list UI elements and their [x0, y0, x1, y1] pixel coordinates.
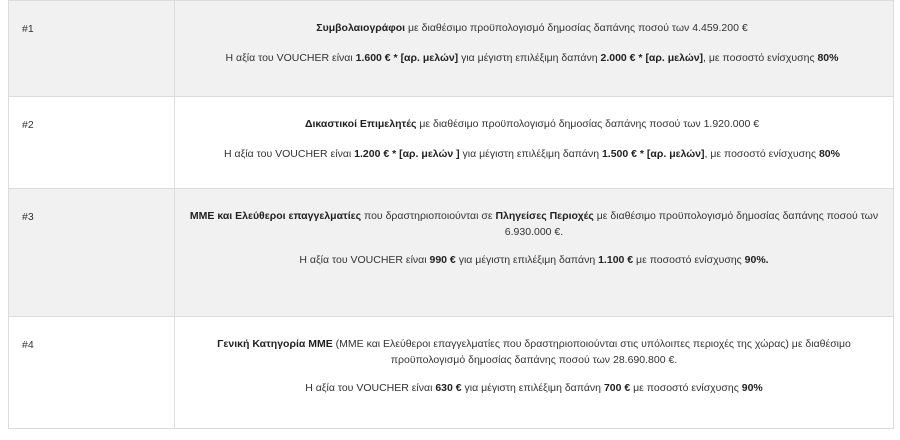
voucher-categories-table	[8, 0, 894, 429]
max-expense: 1.500 € * [αρ. μελών]	[601, 148, 705, 160]
category-description	[185, 116, 879, 132]
max-expense: 700 €	[603, 382, 631, 394]
row-number: #1	[9, 1, 175, 97]
max-expense: 1.100 €	[598, 254, 634, 266]
table-row	[9, 317, 894, 429]
voucher-text: Η αξία του VOUCHER είναι	[224, 148, 355, 160]
voucher-categories-table-wrapper	[8, 0, 894, 429]
max-expense: 2.000 € * [αρ. μελών]	[600, 52, 704, 64]
subsidy-rate: 80%	[817, 52, 839, 64]
voucher-text: για μέγιστη επιλέξιμη δαπάνη	[458, 52, 601, 64]
table-row	[9, 189, 894, 317]
voucher-description	[185, 146, 879, 162]
voucher-text: με ποσοστό ενίσχυσης	[630, 382, 742, 394]
category-description	[181, 336, 887, 368]
voucher-text: Η αξία του VOUCHER είναι	[225, 52, 356, 64]
voucher-value: 990 €	[429, 254, 456, 266]
row-content	[175, 189, 894, 317]
subsidy-rate: 90%	[741, 382, 763, 394]
category-name: Γενική Κατηγορία ΜΜΕ	[217, 338, 333, 350]
voucher-text: για μέγιστη επιλέξιμη δαπάνη	[455, 254, 599, 266]
description-text: με διαθέσιμο προϋπολογισμό δημοσίας δαπάνης ποσού των 1.920.000 €	[416, 118, 760, 130]
voucher-description	[185, 50, 879, 66]
voucher-description	[181, 252, 887, 268]
affected-areas: Πληγείσες Περιοχές	[495, 210, 594, 222]
category-name: ΜΜΕ και Ελεύθεροι επαγγελματίες	[189, 210, 362, 222]
voucher-value: 1.200 € * [αρ. μελών ]	[354, 148, 460, 160]
voucher-value: 630 €	[435, 382, 462, 394]
row-content	[175, 97, 894, 189]
category-description	[185, 20, 879, 36]
description-text: που δραστηριοποιούνται σε	[361, 210, 496, 222]
description-text: με διαθέσιμο προϋπολογισμό δημοσίας δαπάνης ποσού των 4.459.200 €	[405, 22, 748, 34]
table-row	[9, 1, 894, 97]
category-name: Δικαστικοί Επιμελητές	[304, 118, 417, 130]
voucher-text: για μέγιστη επιλέξιμη δαπάνη	[461, 382, 604, 394]
row-number: #3	[9, 189, 175, 317]
row-content	[175, 317, 894, 429]
row-number: #4	[9, 317, 175, 429]
voucher-text: για μέγιστη επιλέξιμη δαπάνη	[459, 148, 602, 160]
voucher-text: Η αξία του VOUCHER είναι	[305, 382, 436, 394]
row-number: #2	[9, 97, 175, 189]
voucher-description	[181, 380, 887, 396]
voucher-text: Η αξία του VOUCHER είναι	[299, 254, 430, 266]
description-text: (ΜΜΕ και Ελεύθεροι επαγγελματίες που δραστηριοποιούνται στις υπόλοιπες περιοχές της χώρας) με διαθέσιμο προϋπολογισμό δημοσίας δαπάνης ποσού των 28.690.800 €.	[332, 338, 851, 366]
voucher-text: με ποσοστό ενίσχυσης	[633, 254, 745, 266]
category-description	[181, 208, 887, 240]
subsidy-rate: 80%	[818, 148, 840, 160]
table-row	[9, 97, 894, 189]
voucher-value: 1.600 € * [αρ. μελών]	[355, 52, 459, 64]
voucher-text: , με ποσοστό ενίσχυσης	[704, 148, 819, 160]
row-content	[175, 1, 894, 97]
voucher-text: , με ποσοστό ενίσχυσης	[703, 52, 818, 64]
category-name: Συμβολαιογράφοι	[316, 22, 406, 34]
subsidy-rate: 90%.	[744, 254, 769, 266]
description-text: με διαθέσιμο προϋπολογισμό δημοσίας δαπάνης ποσού των 6.930.000 €.	[504, 210, 879, 238]
